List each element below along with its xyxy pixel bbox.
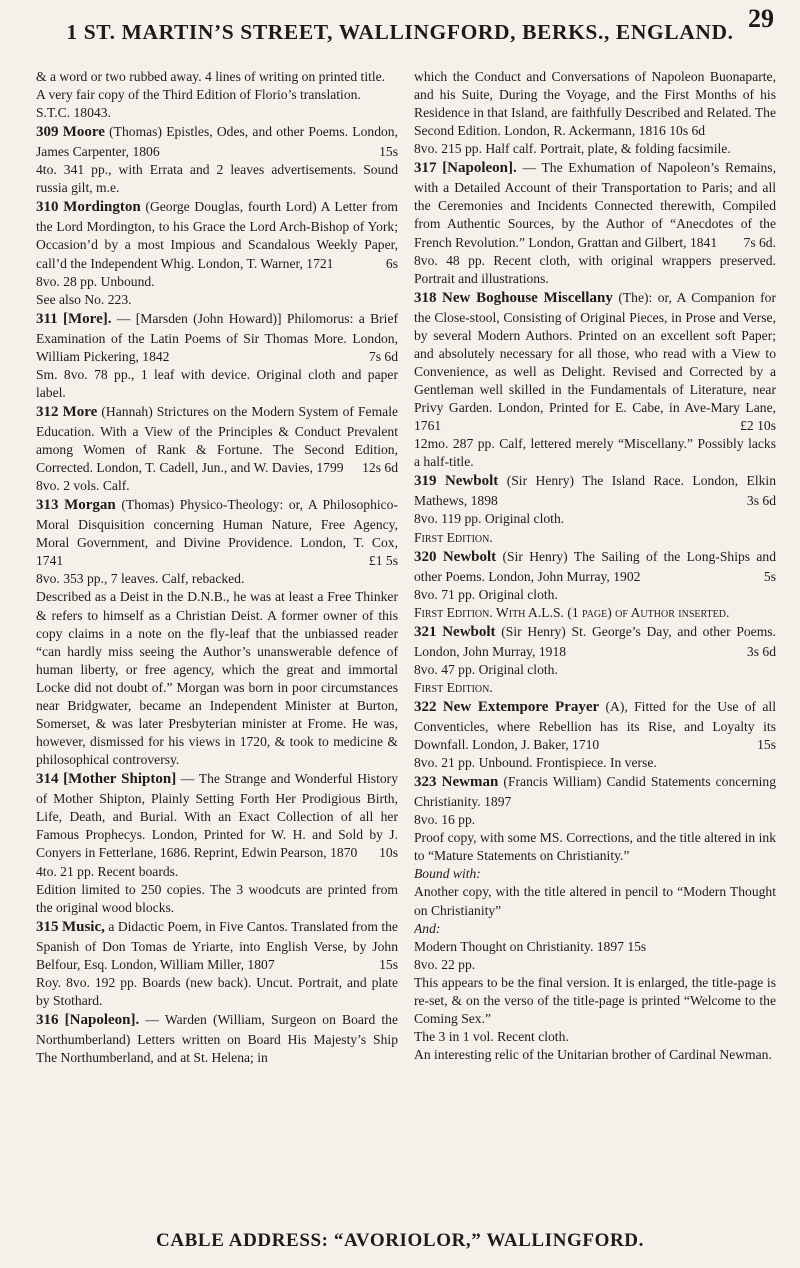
entry-note: And: (414, 920, 441, 936)
entry-note: Edition limited to 250 copies. The 3 woodcuts are printed from the original wood blocks. (36, 881, 398, 915)
entry-note: Another copy, with the title altered in pencil to “Modern Thought on Christianity” (414, 884, 776, 918)
entry-title-line (36, 1011, 398, 1067)
lot-number: 322 (414, 698, 437, 715)
entry-note: This appears to be the final version. It is enlarged, the title-page is re-set, & on the verso of the title-page is printed “Welcome to the Coming Sex.” (414, 974, 776, 1026)
entry-note: 8vo. 22 pp. (414, 956, 476, 972)
catalogue-entry (414, 289, 776, 472)
entry-description: — Warden (William, Surgeon on Board the Northumberland) Letters written on Board His Majesty’s Ship The Northumberland, and at St. Helena; in (36, 1012, 398, 1066)
catalogue-entry (36, 198, 398, 308)
entry-heading: Morgan (64, 497, 116, 514)
catalogue-entry (414, 68, 776, 158)
entry-price: £2 10s (740, 418, 776, 434)
entry-heading: [Napoleon]. (64, 1012, 140, 1028)
entry-note: 8vo. 16 pp. (414, 812, 476, 828)
entry-note: First Edition. (414, 679, 493, 695)
entry-description: (Francis William) Candid Statements concerning Christianity. 1897 (414, 774, 776, 810)
catalogue-entry (36, 918, 398, 1010)
entry-note: Sm. 8vo. 78 pp., 1 leaf with device. Original cloth and paper label. (36, 366, 398, 400)
entry-title-line (414, 159, 776, 251)
entry-price: £1 5s (368, 553, 398, 569)
entry-title-line (36, 198, 398, 272)
entry-note: The 3 in 1 vol. Recent cloth. (414, 1029, 569, 1045)
entry-note: 8vo. 119 pp. Original cloth. (414, 511, 565, 527)
entry-price: 3s 6d (746, 493, 776, 509)
entry-price: 5s (763, 568, 776, 584)
entry-price: 7s 6d (368, 348, 398, 364)
catalogue-entry (414, 698, 776, 772)
lot-number: 319 (414, 473, 437, 490)
entry-description: (Sir Henry) The Sailing of the Long-Ships and other Poems. London, John Murray, 1902 (414, 548, 776, 584)
catalogue-entry (414, 623, 776, 697)
lot-number: 310 (36, 199, 59, 216)
entry-heading: [Napoleon]. (442, 160, 517, 177)
entry-continuation-line: which the Conduct and Conversations of Napoleon Buonaparte, and his Suite, During the Voyage, and the First Months of his Residence in that Island, are faithfully Described and Related. The Second Edition. London, R. Ackermann, 1816 10s 6d (414, 69, 776, 139)
entry-title-line (414, 548, 776, 586)
entry-price: 10s (379, 845, 398, 861)
entry-note: 8vo. 28 pp. Unbound. (36, 273, 155, 289)
entry-description: (George Douglas, fourth Lord) A Letter from the Lord Mordington, to his Grace the Lord Arch-Bishop of York; Occasion’d by a most Impious and Scandalous Weekly Paper, call’d the Independent Whig. London, T. Warner, 1721 (36, 199, 398, 271)
entry-heading: Newbolt (444, 473, 499, 490)
entry-title-line (414, 623, 776, 661)
entry-note: 8vo. 2 vols. Calf. (36, 478, 130, 494)
entry-note: 4to. 21 pp. Recent boards. (36, 863, 179, 879)
entry-heading: Mordington (63, 199, 141, 216)
entry-note: Described as a Deist in the D.N.B., he was at least a Free Thinker & refers to himself as a Christian Deist. A former owner of this copy claims in a note on the fly-leaf that the unbiassed reader “can hardly miss seeing the Author’s unanswerable defence of human liberty, or free agency, which the great and immortal Locke did not doubt of.” Morgan was born in poor circumstances near Bridgwater, became an Independent Minister at Burton, Somerset, & was later Presbyterian minister at Frome. He was, however, dismissed for his views in 1720, & took to medicine & philosophical controversy. (36, 589, 398, 768)
catalogue-entry (36, 123, 398, 197)
entry-heading: New Extempore Prayer (442, 698, 600, 715)
entry-heading: New Boghouse Miscellany (441, 289, 613, 306)
catalogue-entry (36, 68, 398, 122)
catalogue-entry (414, 548, 776, 622)
entry-price: 15s (757, 736, 776, 752)
entry-title-line (36, 310, 398, 366)
cable-address-footer: CABLE ADDRESS: “AVORIOLOR,” WALLINGFORD. (156, 1230, 644, 1251)
entry-description: (Sir Henry) The Island Race. London, Elkin Mathews, 1898 (414, 473, 776, 509)
entry-description: (Thomas) Epistles, Odes, and other Poems. London, James Carpenter, 1806 (36, 124, 398, 160)
lot-number: 312 (36, 403, 59, 420)
entry-continuation-line: & a word or two rubbed away. 4 lines of writing on printed title. (36, 69, 386, 84)
entry-note: Modern Thought on Christianity. 1897 15s (414, 938, 647, 954)
catalogue-entry (36, 1011, 398, 1067)
lot-number: 313 (36, 497, 59, 514)
entry-price: 3s 6d (746, 643, 776, 659)
entry-note: 4to. 341 pp., with Errata and 2 leaves advertisements. Sound russia gilt, m.e. (36, 162, 398, 196)
catalogue-entry (414, 472, 776, 546)
entry-description: (Hannah) Strictures on the Modern System of Female Education. With a View of the Principles & Conduct Prevalent among Women of Rank & Fortune. The Second Edition, Corrected. London, T. Cadell, Jun., and W. Davies, 1799 (36, 403, 398, 476)
entry-description: (A), Fitted for the Use of all Conventicles, where Rebellion has its Rise, and Loyalty its Downfall. London, J. Baker, 1710 (414, 698, 776, 752)
lot-number: 321 (414, 623, 437, 640)
entry-price: 12s 6d (362, 460, 398, 476)
entry-heading: Newbolt (442, 548, 497, 565)
entry-heading: Newman (441, 774, 499, 791)
catalogue-entry (414, 159, 776, 287)
catalogue-entry (36, 496, 398, 769)
entry-description: — The Strange and Wonderful History of Mother Shipton, Plainly Setting Forth Her Prodigious Birth, Life, Death, and Burial. With an Exact Collection of all her Famous Prophecys. London, Printed for W. H. and Sold by J. Conyers in Fetterlane, 1686. Reprint, Edwin Pearson, 1870 (36, 771, 398, 861)
entry-title-line (414, 472, 776, 510)
entry-note: Proof copy, with some MS. Corrections, and the title altered in ink to “Mature Statements on Christianity.” (414, 830, 776, 864)
entry-note: 8vo. 48 pp. Recent cloth, with original wrappers preserved. Portrait and illustrations. (414, 252, 776, 286)
entry-continuation-line: 8vo. 215 pp. Half calf. Portrait, plate, & folding facsimile. (414, 141, 731, 157)
entry-note: First Edition. With A.L.S. (1 page) of Author inserted. (414, 604, 730, 620)
catalogue-entry (36, 770, 398, 916)
entry-title-line (36, 770, 398, 862)
entry-price: 15s (379, 956, 398, 972)
entry-note: Bound with: (414, 866, 481, 882)
entry-heading: [Mother Shipton] (63, 771, 177, 788)
entry-description: — [Marsden (John Howard)] Philomorus: a Brief Examination of the Latin Poems of Sir Thomas More. London, William Pickering, 1842 (36, 310, 398, 364)
entry-heading: Moore (62, 124, 105, 141)
entry-heading: More (62, 403, 98, 420)
catalogue-entry (414, 773, 776, 1064)
entry-note: See also No. 223. (36, 291, 132, 307)
entry-note: Roy. 8vo. 192 pp. Boards (new back). Uncut. Portrait, and plate by Stothard. (36, 974, 398, 1008)
entry-note: 8vo. 21 pp. Unbound. Frontispiece. In verse. (414, 755, 657, 771)
catalogue-entry (36, 310, 398, 402)
entry-description: (Sir Henry) St. George’s Day, and other Poems. London, John Murray, 1918 (414, 623, 776, 659)
entry-heading: [More]. (63, 310, 112, 327)
lot-number: 323 (414, 774, 437, 791)
left-column (36, 68, 398, 1226)
entry-note: First Edition. (414, 529, 493, 545)
entry-description: (The): or, A Companion for the Close-stool, Consisting of Original Pieces, in Prose and Verse, by several Modern Authors. Printed on an excellent soft Paper; and absolutely necessary for all those, who read with a View to Convenience, as well as Delight. Revised and Corrected by a Gentleman well skilled in the Fundamentals of Literature, near Privy Garden. London, Printed for E. Cabe, in Ave-Mary Lane, 1761 (414, 289, 776, 434)
lot-number: 317 (414, 160, 437, 177)
entry-title-line (36, 496, 398, 570)
entry-price: 6s (385, 255, 398, 271)
entry-note: An interesting relic of the Unitarian brother of Cardinal Newman. (414, 1047, 772, 1063)
entry-title-line (414, 698, 776, 754)
catalogue-columns (36, 68, 776, 1226)
entry-title-line (414, 773, 776, 811)
entry-title-line (36, 403, 398, 477)
entry-note: 12mo. 287 pp. Calf, lettered merely “Miscellany.” Possibly lacks a half-title. (414, 436, 776, 470)
entry-note: 8vo. 353 pp., 7 leaves. Calf, rebacked. (36, 571, 245, 587)
page-number: 29 (748, 4, 774, 33)
entry-title-line (36, 123, 398, 161)
entry-title-line (414, 289, 776, 435)
entry-description: — The Exhumation of Napoleon’s Remains, with a Detailed Account of their Transportation to Paris; and all the Ceremonies and Incidents Connected therewith, Compiled from Authentic Sources, by the Author of “Anecdotes of the French Revolution.” London, Grattan and Gilbert, 1841 (414, 160, 776, 250)
entry-heading: Newbolt (442, 623, 496, 640)
entry-heading: Music, (61, 918, 105, 935)
entry-description: a Didactic Poem, in Five Cantos. Translated from the Spanish of Don Tomas de Yriarte, into English Verse, by John Belfour, Esq. London, William Miller, 1807 (36, 918, 398, 972)
lot-number: 314 (36, 771, 59, 788)
entry-continuation-line: S.T.C. 18043. (36, 105, 111, 121)
lot-number: 309 (36, 124, 59, 141)
entry-note: 8vo. 47 pp. Original cloth. (414, 661, 558, 677)
entry-price: 15s (379, 144, 398, 160)
lot-number: 311 (36, 310, 58, 327)
lot-number: 316 (36, 1012, 59, 1028)
catalogue-entry (36, 403, 398, 495)
lot-number: 315 (36, 918, 59, 935)
entry-title-line (36, 918, 398, 974)
entry-price: 7s 6d. (743, 234, 776, 250)
entry-continuation-line: A very fair copy of the Third Edition of Florio’s translation. (36, 87, 361, 103)
entry-note: 8vo. 71 pp. Original cloth. (414, 586, 558, 602)
lot-number: 320 (414, 548, 437, 565)
running-header: 1 ST. MARTIN’S STREET, WALLINGFORD, BERKS., ENGLAND. (66, 20, 734, 44)
right-column (414, 68, 776, 1226)
lot-number: 318 (414, 289, 437, 306)
entry-description: (Thomas) Physico-Theology: or, A Philosophico-Moral Disquisition concerning Human Nature, Free Agency, Moral Government, and Divine Providence. London, T. Cox, 1741 (36, 497, 398, 569)
